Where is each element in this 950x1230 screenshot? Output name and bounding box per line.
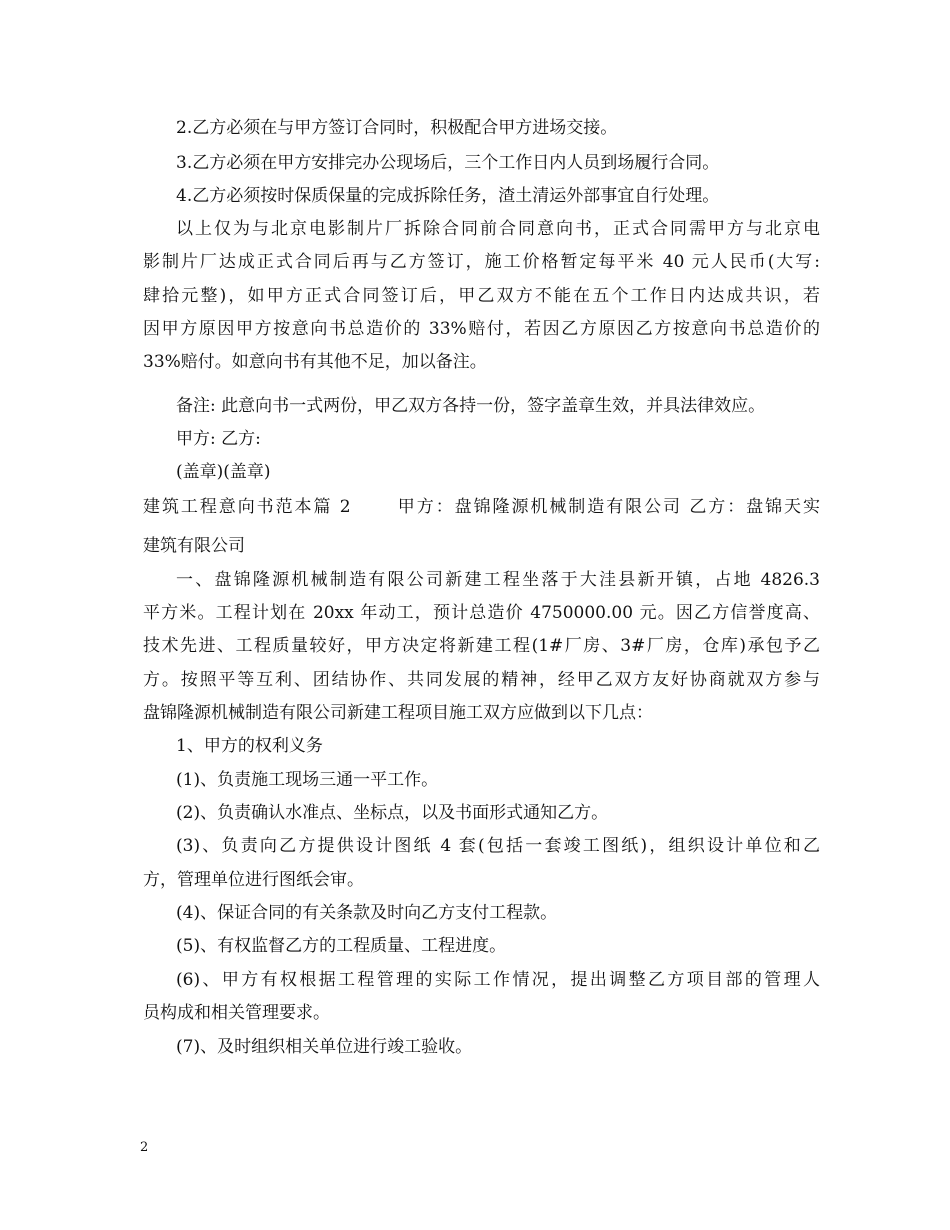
paragraph-line: 2.乙方必须在与甲方签订合同时，积极配合甲方进场交接。	[176, 118, 618, 138]
paragraph-line: 影制片厂达成正式合同后再与乙方签订，施工价格暂定每平米 40 元人民币(大写:	[143, 252, 820, 272]
note-line: 备注: 此意向书一式两份，甲乙双方各持一份，签字盖章生效，并具法律效应。	[176, 396, 766, 416]
list-item: (2)、负责确认水准点、坐标点，以及书面形式通知乙方。	[176, 803, 609, 823]
paragraph-line: 方。按照平等互利、团结协作、共同发展的精神，经甲乙双方友好协商就双方参与	[143, 670, 820, 690]
paragraph-line: 因甲方原因甲方按意向书总造价的 33%赔付，若因乙方原因乙方按意向书总造价的	[143, 319, 820, 339]
list-item-cont: 方，管理单位进行图纸会审。	[143, 870, 364, 890]
paragraph-line: 以上仅为与北京电影制片厂拆除合同前合同意向书，正式合同需甲方与北京电	[176, 219, 820, 239]
seal-line: (盖章)(盖章)	[176, 462, 271, 482]
list-item: (6)、甲方有权根据工程管理的实际工作情况，提出调整乙方项目部的管理人	[176, 970, 820, 990]
list-item: (4)、保证合同的有关条款及时向乙方支付工程款。	[176, 903, 558, 923]
paragraph-line: 盘锦隆源机械制造有限公司新建工程项目施工双方应做到以下几点：	[143, 703, 653, 723]
section-heading-cont: 建筑有限公司	[143, 536, 245, 556]
paragraph-line: 肆拾元整)，如甲方正式合同签订后，甲乙双方不能在五个工作日内达成共识，若	[143, 286, 820, 306]
paragraph-line: 4.乙方必须按时保质保量的完成拆除任务，渣土清运外部事宜自行处理。	[176, 186, 720, 206]
list-heading: 1、甲方的权利义务	[176, 736, 323, 756]
section-heading: 建筑工程意向书范本篇 2 甲方：盘锦隆源机械制造有限公司 乙方：盘锦天实	[143, 497, 820, 517]
list-item-cont: 员构成和相关管理要求。	[143, 1003, 330, 1023]
paragraph-line: 平方米。工程计划在 20xx 年动工，预计总造价 4750000.00 元。因乙方信誉度高、	[143, 603, 820, 623]
paragraph-line: 技术先进、工程质量较好，甲方决定将新建工程(1#厂房、3#厂房，仓库)承包予乙	[143, 636, 820, 656]
list-item: (7)、及时组织相关单位进行竣工验收。	[176, 1037, 473, 1057]
list-item: (3)、负责向乙方提供设计图纸 4 套(包括一套竣工图纸)，组织设计单位和乙	[176, 836, 820, 856]
signature-parties: 甲方: 乙方:	[176, 429, 261, 449]
list-item: (5)、有权监督乙方的工程质量、工程进度。	[176, 936, 507, 956]
paragraph-line: 一、盘锦隆源机械制造有限公司新建工程坐落于大洼县新开镇，占地 4826.3	[176, 570, 820, 590]
list-item: (1)、负责施工现场三通一平工作。	[176, 770, 439, 790]
paragraph-line: 33%赔付。如意向书有其他不足，加以备注。	[143, 352, 487, 372]
page-number: 2	[140, 1140, 149, 1155]
paragraph-line: 3.乙方必须在甲方安排完办公现场后，三个工作日内人员到场履行合同。	[176, 153, 720, 173]
